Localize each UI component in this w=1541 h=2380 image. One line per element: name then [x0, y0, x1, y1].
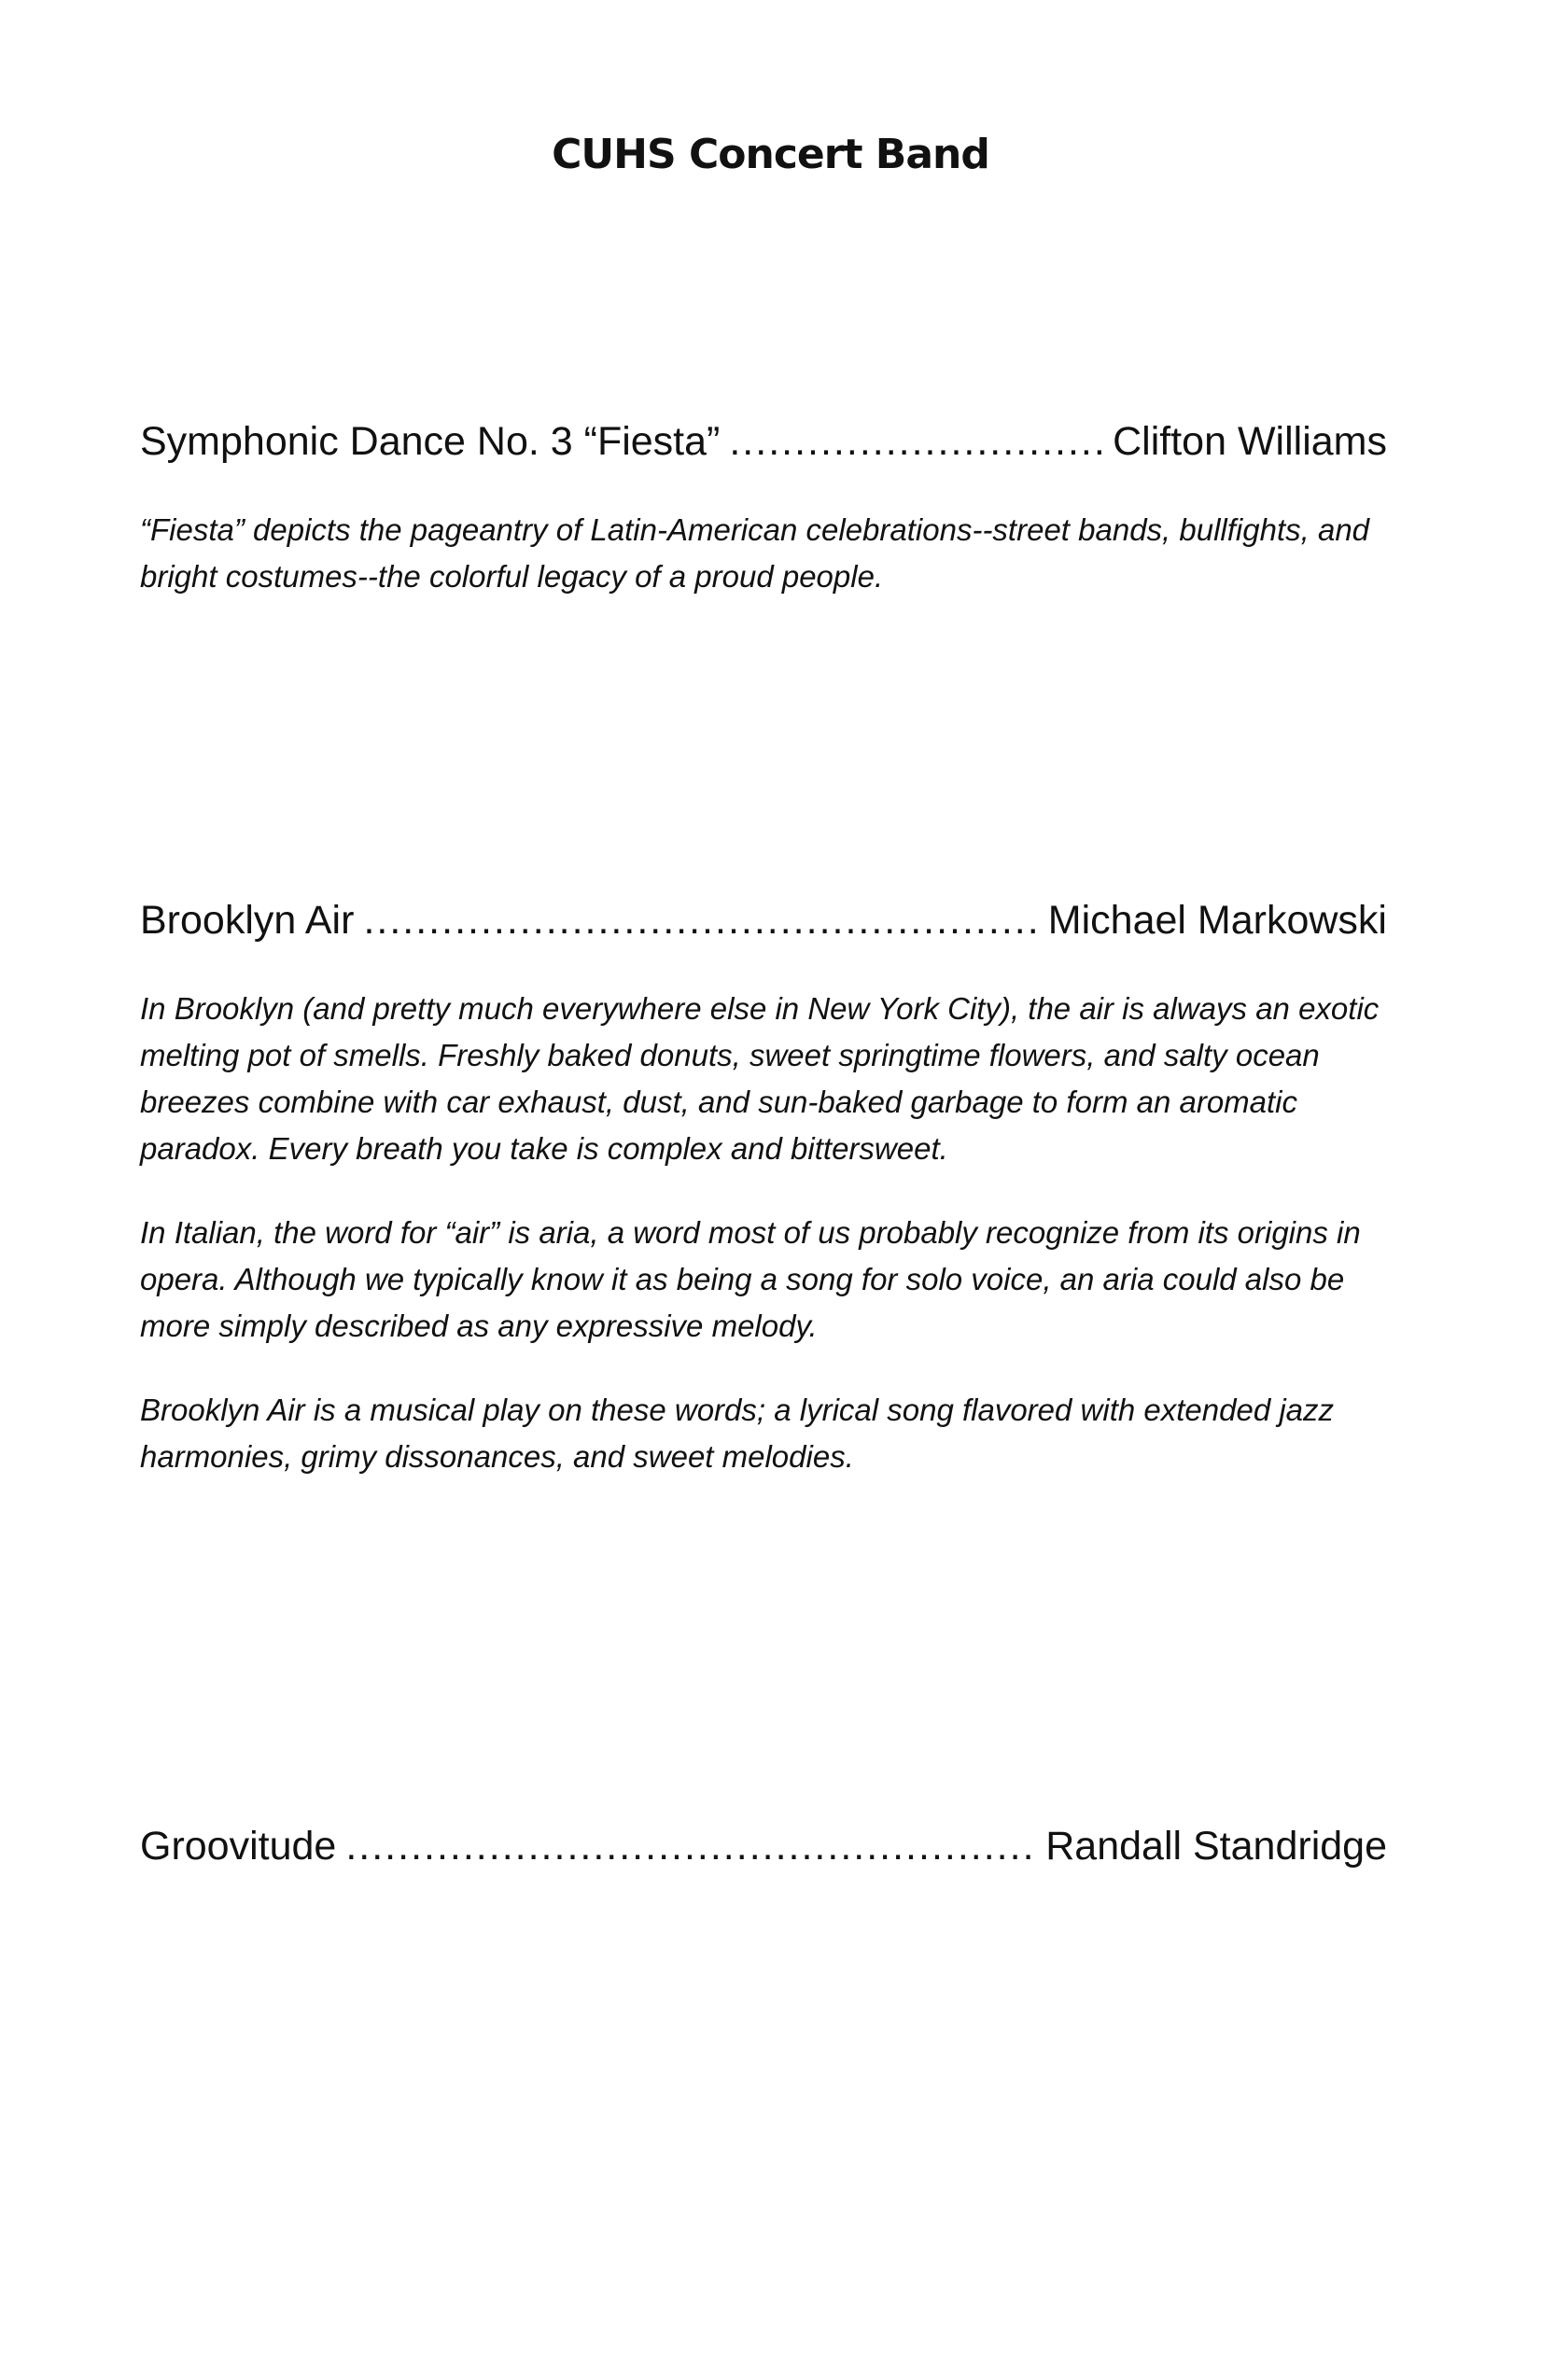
program-entry-brooklyn-air	[140, 894, 1387, 1480]
program-note: In Brooklyn (and pretty much everywhere else in New York City), the air is always an exotic melting pot of smells. Freshly baked donuts, sweet springtime flowers, and salty ocean breezes combine with car exhaust, dust, and sun-baked garbage to form an aromatic paradox. Every breath you take is complex and bittersweet.	[140, 991, 1380, 1166]
program-entry-groovitude	[140, 1820, 1387, 1872]
piece-composer: Michael Markowski	[1047, 898, 1387, 943]
piece-composer: Clifton Williams	[1113, 419, 1387, 464]
program-note: “Fiesta” depicts the pageantry of Latin-American celebrations--street bands, bullfights, and bright costumes--the colorful legacy of a proud people.	[140, 512, 1370, 594]
program-entry-fiesta	[140, 415, 1387, 600]
program-note: In Italian, the word for “air” is aria, a word most of us probably recognize from its origins in opera. Although we typically know it as being a song for solo voice, an aria could also be more simply described as any expressive melody.	[140, 1215, 1361, 1343]
program-entry-line	[140, 894, 1387, 946]
dot-leader	[345, 1820, 1036, 1872]
piece-title: Symphonic Dance No. 3 “Fiesta”	[140, 419, 721, 464]
dot-leader	[729, 415, 1103, 468]
piece-title: Brooklyn Air	[140, 898, 355, 943]
piece-title: Groovitude	[140, 1824, 337, 1869]
program-heading: CUHS Concert Band	[552, 131, 989, 178]
program-note: Brooklyn Air is a musical play on these words; a lyrical song flavored with extended jazz harmonies, grimy dissonances, and sweet melodies.	[140, 1393, 1335, 1474]
dot-leader	[363, 894, 1038, 946]
piece-composer: Randall Standridge	[1045, 1824, 1387, 1869]
program-entry-line	[140, 415, 1387, 468]
program-entry-line	[140, 1820, 1387, 1872]
